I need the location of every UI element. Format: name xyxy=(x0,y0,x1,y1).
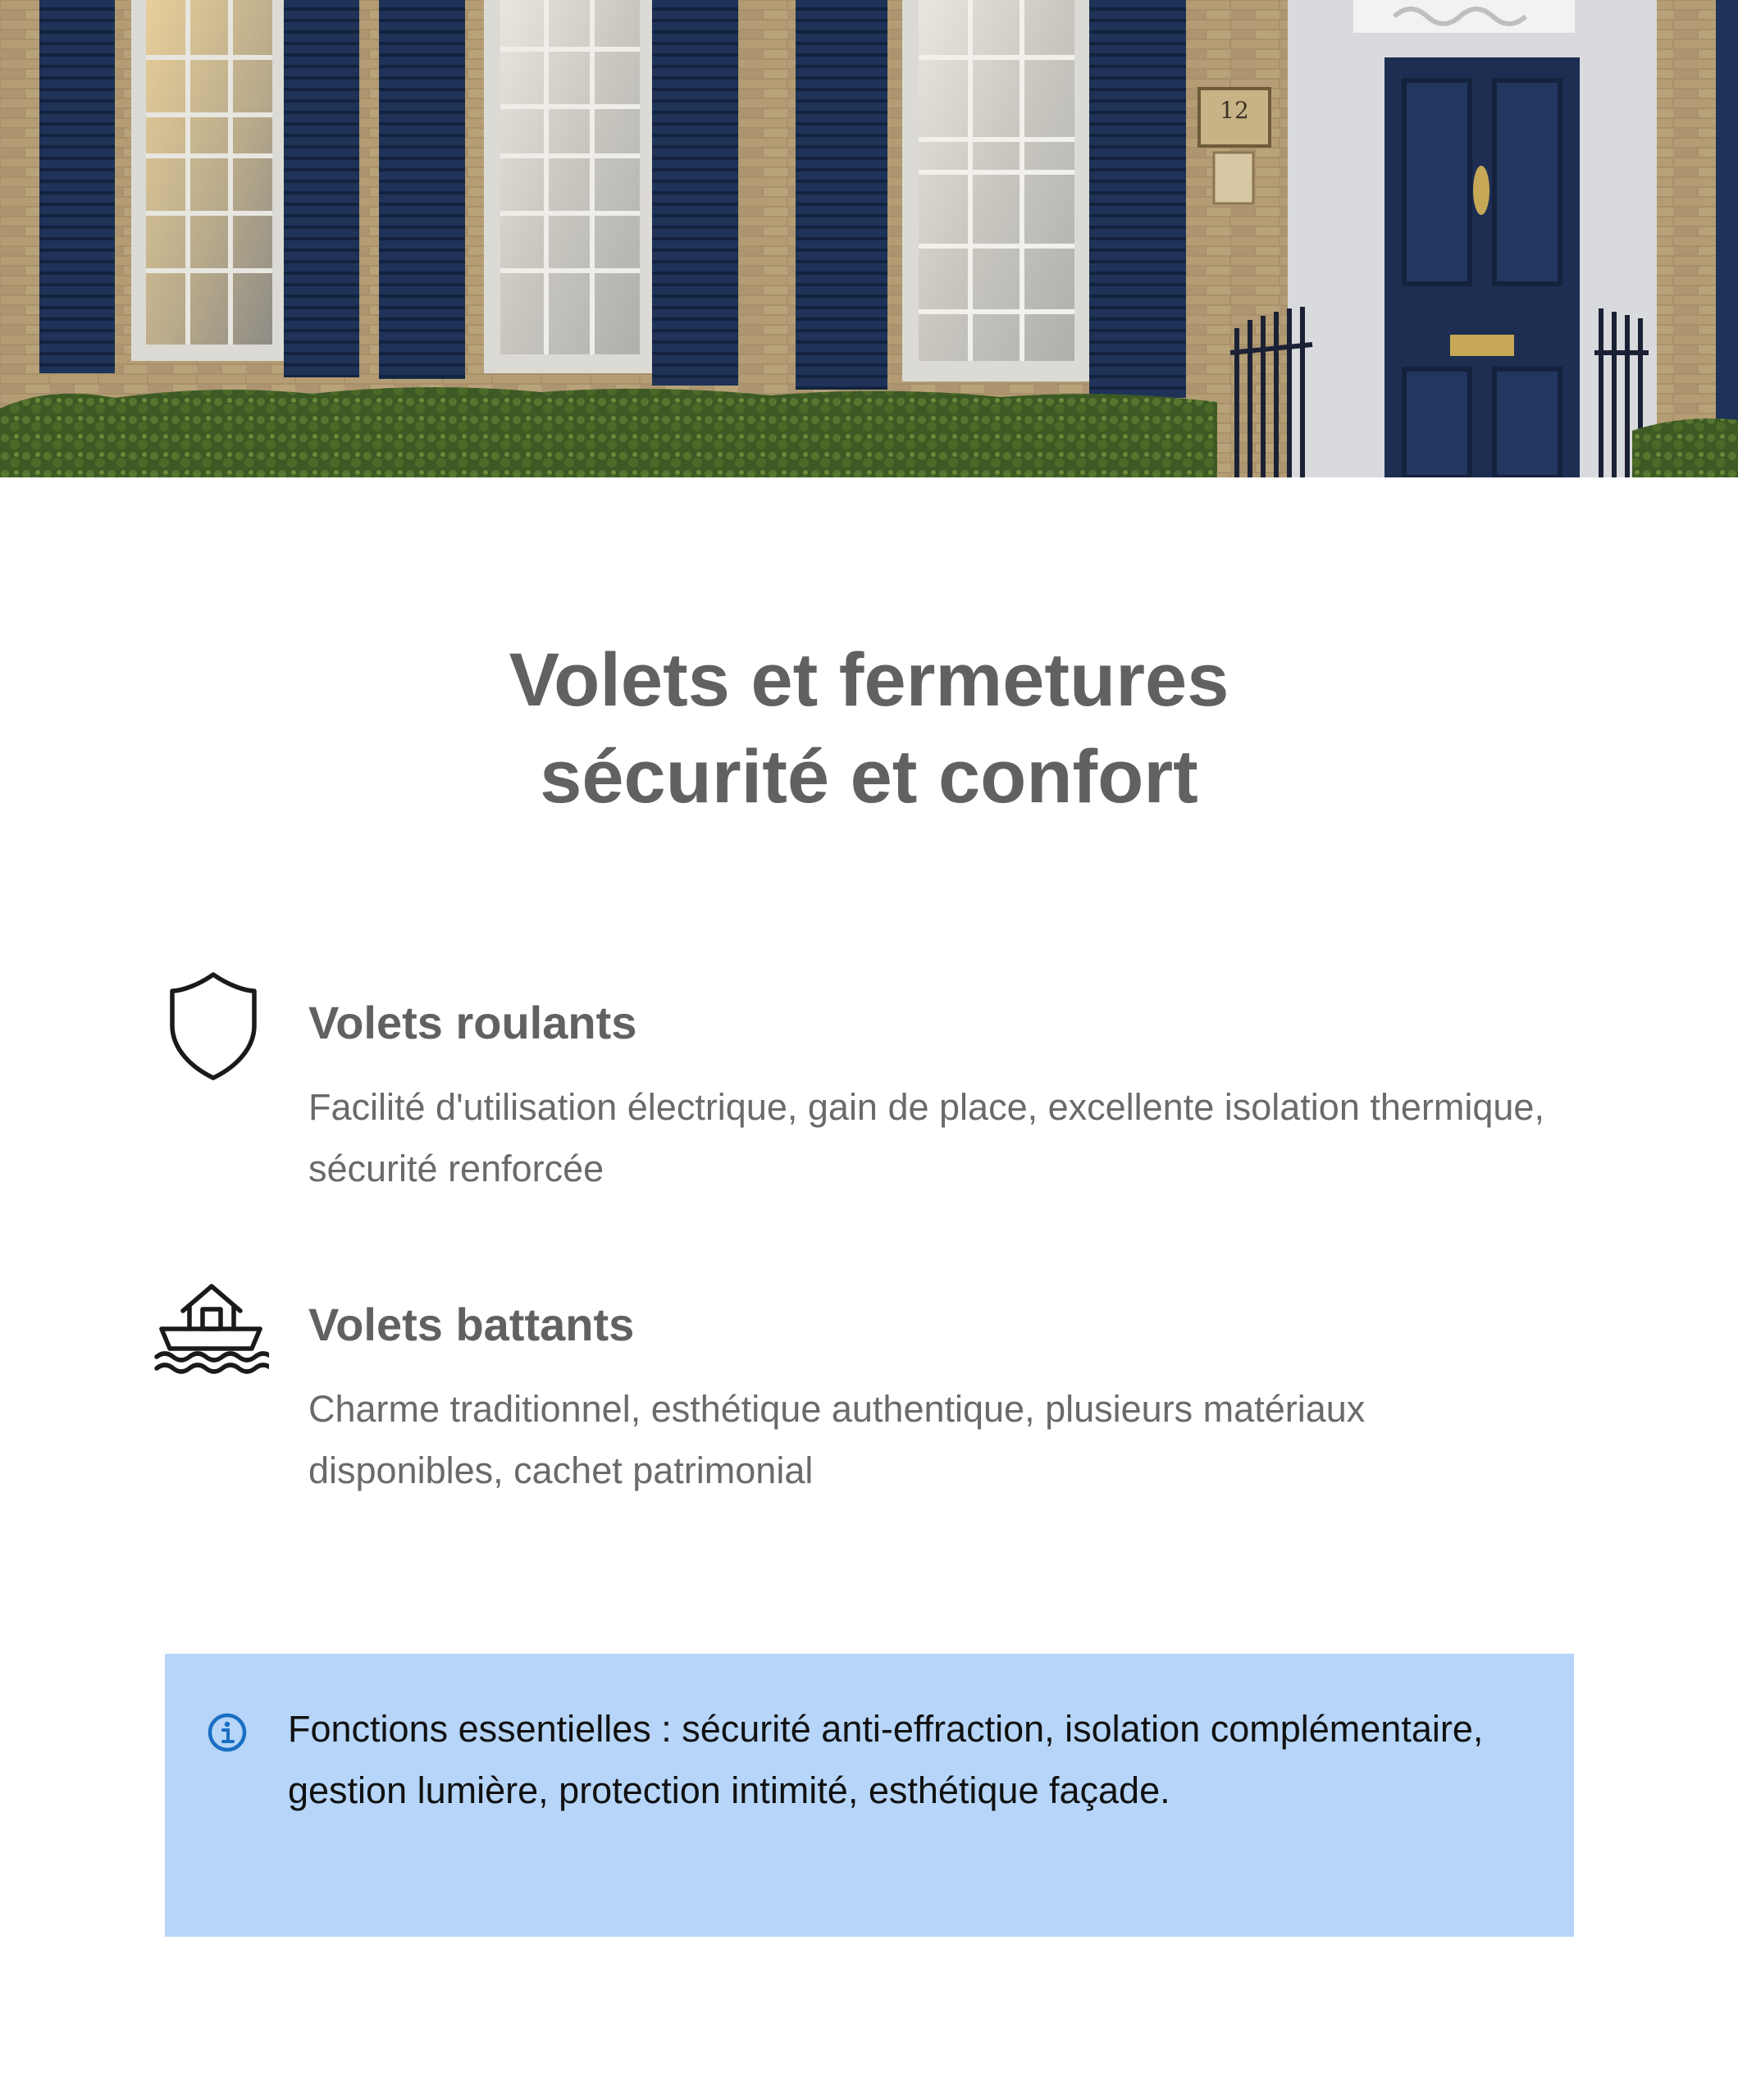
feature-description: Facilité d'utilisation électrique, gain de place, excellente isolation thermique, sécurité renforcée xyxy=(308,1086,1544,1189)
shield-icon xyxy=(156,968,271,1083)
svg-text:12: 12 xyxy=(1220,97,1249,124)
house-boat-icon xyxy=(146,1270,269,1385)
hero-image xyxy=(0,0,1738,477)
page-title-line-2: sécurité et confort xyxy=(540,735,1198,819)
page-title-line-1: Volets et fermetures xyxy=(509,638,1229,722)
feature-title: Volets battants xyxy=(308,1299,635,1350)
feature-title: Volets roulants xyxy=(308,997,637,1048)
info-icon xyxy=(206,1711,249,1754)
info-callout xyxy=(165,1654,1574,1937)
feature-description: Charme traditionnel, esthétique authentique, plusieurs matériaux disponibles, cachet patrimonial xyxy=(308,1388,1366,1491)
feature-volets-battants xyxy=(156,1270,1583,1532)
page-title xyxy=(0,632,1738,825)
feature-volets-roulants xyxy=(156,968,1583,1230)
info-text: Fonctions essentielles : sécurité anti-effraction, isolation complémentaire, gestion lumière, protection intimité, esthétique façade. xyxy=(288,1708,1484,1811)
